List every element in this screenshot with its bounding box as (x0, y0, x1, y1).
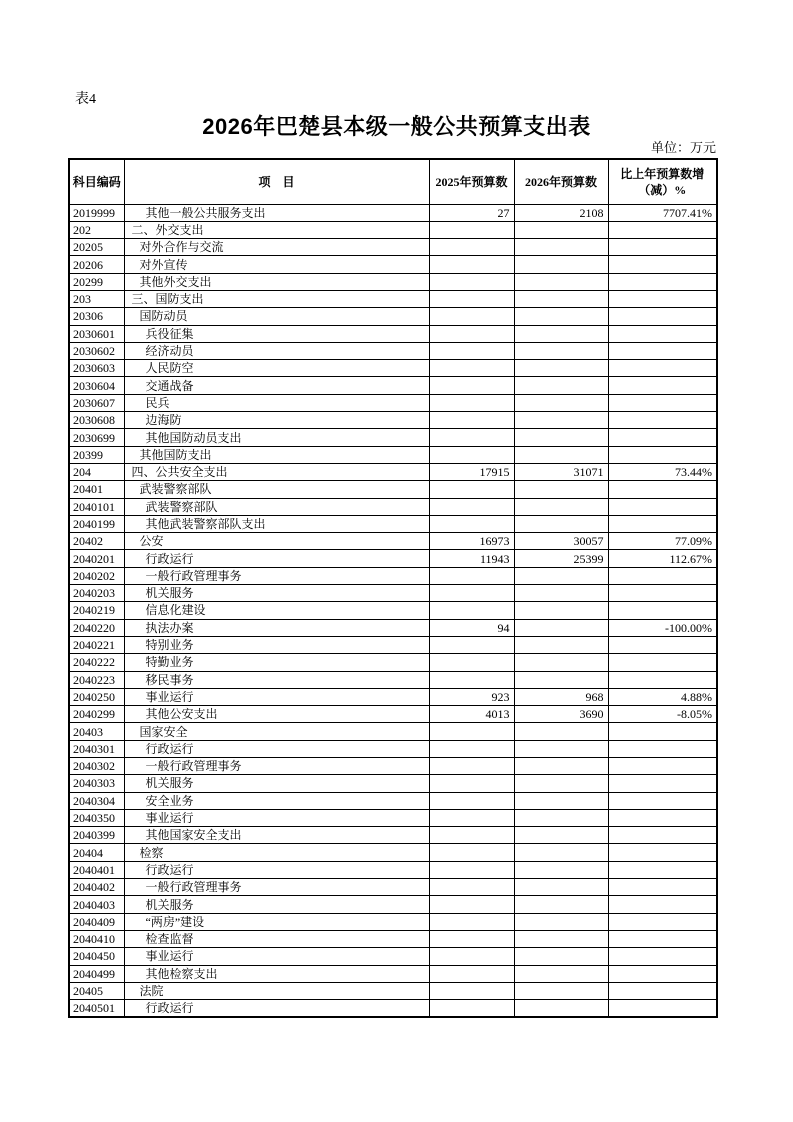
table-row (69, 792, 717, 809)
row-subject-code: 2040399 (69, 827, 124, 844)
row-change-percent (608, 429, 717, 446)
row-budget-2026 (514, 861, 608, 878)
row-subject-code: 2040221 (69, 636, 124, 653)
row-subject-code: 20205 (69, 239, 124, 256)
row-budget-2026 (514, 723, 608, 740)
table-row (69, 706, 717, 723)
row-budget-2025 (429, 671, 514, 688)
row-subject-code: 20306 (69, 308, 124, 325)
row-item-name: 其他国防支出 (124, 446, 429, 463)
row-subject-code: 2040402 (69, 879, 124, 896)
table-row (69, 325, 717, 342)
row-change-percent (608, 844, 717, 861)
row-budget-2026 (514, 1000, 608, 1017)
row-budget-2025 (429, 360, 514, 377)
row-subject-code: 2030699 (69, 429, 124, 446)
table-row (69, 879, 717, 896)
row-budget-2026 (514, 446, 608, 463)
row-change-percent (608, 602, 717, 619)
row-budget-2026 (514, 792, 608, 809)
row-budget-2026 (514, 498, 608, 515)
row-item-name: 行政运行 (124, 861, 429, 878)
row-item-name: 其他武装警察部队支出 (124, 515, 429, 532)
row-item-name: 检察 (124, 844, 429, 861)
table-row (69, 913, 717, 930)
row-budget-2026 (514, 654, 608, 671)
row-budget-2026 (514, 481, 608, 498)
row-subject-code: 2040219 (69, 602, 124, 619)
row-budget-2025: 94 (429, 619, 514, 636)
row-change-percent (608, 965, 717, 982)
row-subject-code: 2030603 (69, 360, 124, 377)
row-budget-2026: 3690 (514, 706, 608, 723)
table-row (69, 342, 717, 359)
row-item-name: 其他外交支出 (124, 273, 429, 290)
table-row (69, 377, 717, 394)
col-header-subject-code: 科目编码 (69, 159, 124, 204)
row-budget-2026 (514, 948, 608, 965)
row-item-name: 机关服务 (124, 585, 429, 602)
table-row (69, 775, 717, 792)
row-subject-code: 2040304 (69, 792, 124, 809)
row-budget-2025 (429, 290, 514, 307)
row-item-name: 武装警察部队 (124, 498, 429, 515)
budget-expenditure-table (68, 158, 718, 1018)
row-change-percent (608, 792, 717, 809)
row-subject-code: 2040201 (69, 550, 124, 567)
row-subject-code: 2030608 (69, 412, 124, 429)
row-item-name: 武装警察部队 (124, 481, 429, 498)
row-change-percent (608, 982, 717, 999)
row-change-percent: 4.88% (608, 688, 717, 705)
row-change-percent (608, 879, 717, 896)
row-subject-code: 2040499 (69, 965, 124, 982)
row-budget-2025 (429, 809, 514, 826)
row-item-name: 事业运行 (124, 688, 429, 705)
row-item-name: 对外宣传 (124, 256, 429, 273)
row-budget-2026 (514, 394, 608, 411)
row-subject-code: 20402 (69, 533, 124, 550)
row-item-name: 机关服务 (124, 896, 429, 913)
row-subject-code: 203 (69, 290, 124, 307)
row-item-name: 人民防空 (124, 360, 429, 377)
row-change-percent: 77.09% (608, 533, 717, 550)
row-item-name: 兵役征集 (124, 325, 429, 342)
row-budget-2025 (429, 792, 514, 809)
row-subject-code: 2040199 (69, 515, 124, 532)
row-subject-code: 2040350 (69, 809, 124, 826)
row-subject-code: 20299 (69, 273, 124, 290)
row-item-name: 国家安全 (124, 723, 429, 740)
table-row (69, 982, 717, 999)
row-budget-2026: 968 (514, 688, 608, 705)
row-item-name: 公安 (124, 533, 429, 550)
row-change-percent (608, 740, 717, 757)
row-change-percent (608, 256, 717, 273)
row-change-percent (608, 290, 717, 307)
row-item-name: 其他公安支出 (124, 706, 429, 723)
row-budget-2026: 25399 (514, 550, 608, 567)
table-row (69, 809, 717, 826)
row-item-name: 其他一般公共服务支出 (124, 204, 429, 221)
row-budget-2025 (429, 844, 514, 861)
row-item-name: 行政运行 (124, 1000, 429, 1017)
row-budget-2025 (429, 982, 514, 999)
row-subject-code: 204 (69, 463, 124, 480)
table-row (69, 515, 717, 532)
row-budget-2026 (514, 515, 608, 532)
row-item-name: 事业运行 (124, 809, 429, 826)
row-item-name: 执法办案 (124, 619, 429, 636)
row-budget-2025 (429, 913, 514, 930)
row-item-name: 一般行政管理事务 (124, 567, 429, 584)
row-subject-code: 2019999 (69, 204, 124, 221)
row-subject-code: 2030602 (69, 342, 124, 359)
row-budget-2026 (514, 567, 608, 584)
row-subject-code: 2040303 (69, 775, 124, 792)
row-change-percent (608, 654, 717, 671)
row-item-name: “两房”建设 (124, 913, 429, 930)
row-budget-2025 (429, 861, 514, 878)
row-item-name: 法院 (124, 982, 429, 999)
row-budget-2026 (514, 273, 608, 290)
row-budget-2026 (514, 740, 608, 757)
row-subject-code: 20399 (69, 446, 124, 463)
table-row (69, 221, 717, 238)
row-subject-code: 20404 (69, 844, 124, 861)
row-item-name: 一般行政管理事务 (124, 758, 429, 775)
row-budget-2025 (429, 342, 514, 359)
row-budget-2026 (514, 360, 608, 377)
row-change-percent (608, 723, 717, 740)
row-item-name: 国防动员 (124, 308, 429, 325)
row-item-name: 其他检察支出 (124, 965, 429, 982)
row-subject-code: 2030607 (69, 394, 124, 411)
row-subject-code: 20401 (69, 481, 124, 498)
row-budget-2025 (429, 930, 514, 947)
row-change-percent (608, 394, 717, 411)
row-change-percent (608, 1000, 717, 1017)
table-row (69, 567, 717, 584)
table-row (69, 1000, 717, 1017)
row-budget-2026 (514, 602, 608, 619)
row-budget-2025 (429, 654, 514, 671)
row-budget-2026 (514, 965, 608, 982)
row-change-percent (608, 498, 717, 515)
table-row (69, 412, 717, 429)
row-budget-2026 (514, 619, 608, 636)
row-budget-2026 (514, 256, 608, 273)
unit-note: 单位：万元 (650, 140, 716, 155)
table-row (69, 827, 717, 844)
row-budget-2026 (514, 342, 608, 359)
row-change-percent (608, 585, 717, 602)
row-change-percent (608, 325, 717, 342)
table-row (69, 654, 717, 671)
row-change-percent (608, 481, 717, 498)
row-subject-code: 2040101 (69, 498, 124, 515)
row-budget-2026 (514, 879, 608, 896)
row-change-percent (608, 758, 717, 775)
table-row (69, 498, 717, 515)
table-row (69, 585, 717, 602)
row-item-name: 检查监督 (124, 930, 429, 947)
row-change-percent (608, 930, 717, 947)
row-subject-code: 2040403 (69, 896, 124, 913)
row-change-percent (608, 775, 717, 792)
row-item-name: 四、公共安全支出 (124, 463, 429, 480)
table-row (69, 308, 717, 325)
row-item-name: 民兵 (124, 394, 429, 411)
row-change-percent (608, 412, 717, 429)
row-change-percent (608, 308, 717, 325)
row-item-name: 行政运行 (124, 740, 429, 757)
row-change-percent (608, 239, 717, 256)
row-budget-2025 (429, 481, 514, 498)
row-subject-code: 202 (69, 221, 124, 238)
row-budget-2025: 17915 (429, 463, 514, 480)
row-budget-2026 (514, 913, 608, 930)
row-change-percent: 73.44% (608, 463, 717, 480)
row-change-percent (608, 377, 717, 394)
row-change-percent: 7707.41% (608, 204, 717, 221)
row-item-name: 行政运行 (124, 550, 429, 567)
row-budget-2026 (514, 671, 608, 688)
row-budget-2026 (514, 982, 608, 999)
row-subject-code: 2040401 (69, 861, 124, 878)
table-row (69, 671, 717, 688)
table-row (69, 861, 717, 878)
row-budget-2026 (514, 844, 608, 861)
row-subject-code: 20403 (69, 723, 124, 740)
row-change-percent (608, 861, 717, 878)
row-budget-2026: 31071 (514, 463, 608, 480)
table-row (69, 360, 717, 377)
row-subject-code: 2040222 (69, 654, 124, 671)
table-row (69, 204, 717, 221)
row-subject-code: 2030604 (69, 377, 124, 394)
row-subject-code: 2040410 (69, 930, 124, 947)
row-change-percent (608, 827, 717, 844)
row-budget-2025 (429, 498, 514, 515)
row-subject-code: 2040501 (69, 1000, 124, 1017)
row-budget-2026 (514, 636, 608, 653)
table-row (69, 636, 717, 653)
row-budget-2026 (514, 429, 608, 446)
row-budget-2025: 11943 (429, 550, 514, 567)
table-row (69, 896, 717, 913)
row-change-percent (608, 567, 717, 584)
row-item-name: 特别业务 (124, 636, 429, 653)
row-change-percent (608, 671, 717, 688)
row-budget-2026: 30057 (514, 533, 608, 550)
table-row (69, 394, 717, 411)
row-subject-code: 2040450 (69, 948, 124, 965)
row-budget-2026 (514, 239, 608, 256)
row-change-percent (608, 221, 717, 238)
row-budget-2025 (429, 827, 514, 844)
row-change-percent (608, 360, 717, 377)
row-item-name: 移民事务 (124, 671, 429, 688)
row-change-percent (608, 446, 717, 463)
row-subject-code: 2040223 (69, 671, 124, 688)
row-budget-2026: 2108 (514, 204, 608, 221)
row-item-name: 其他国家安全支出 (124, 827, 429, 844)
table-row (69, 602, 717, 619)
row-change-percent (608, 913, 717, 930)
row-budget-2026 (514, 775, 608, 792)
row-item-name: 信息化建设 (124, 602, 429, 619)
table-row (69, 758, 717, 775)
table-row (69, 844, 717, 861)
row-budget-2025 (429, 879, 514, 896)
row-change-percent (608, 515, 717, 532)
table-body (69, 204, 717, 1017)
row-change-percent: -100.00% (608, 619, 717, 636)
row-budget-2026 (514, 412, 608, 429)
table-row (69, 740, 717, 757)
row-budget-2025 (429, 567, 514, 584)
row-budget-2026 (514, 930, 608, 947)
col-header-budget-2025: 2025年预算数 (429, 159, 514, 204)
row-budget-2025 (429, 273, 514, 290)
row-change-percent: -8.05% (608, 706, 717, 723)
table-row (69, 239, 717, 256)
row-subject-code: 2040299 (69, 706, 124, 723)
row-item-name: 二、外交支出 (124, 221, 429, 238)
row-budget-2025 (429, 723, 514, 740)
table-row (69, 256, 717, 273)
table-number-label: 表4 (75, 92, 96, 107)
table-row (69, 533, 717, 550)
col-header-change-percent: 比上年预算数增（减）% (608, 159, 717, 204)
row-item-name: 其他国防动员支出 (124, 429, 429, 446)
row-budget-2025 (429, 896, 514, 913)
row-subject-code: 2040409 (69, 913, 124, 930)
row-item-name: 对外合作与交流 (124, 239, 429, 256)
row-subject-code: 20206 (69, 256, 124, 273)
table-row (69, 948, 717, 965)
row-budget-2025 (429, 1000, 514, 1017)
col-header-item: 项 目 (124, 159, 429, 204)
row-budget-2025: 16973 (429, 533, 514, 550)
row-budget-2026 (514, 221, 608, 238)
row-budget-2025 (429, 377, 514, 394)
row-budget-2025 (429, 239, 514, 256)
row-budget-2026 (514, 896, 608, 913)
row-budget-2025: 4013 (429, 706, 514, 723)
row-budget-2025 (429, 412, 514, 429)
row-budget-2025 (429, 948, 514, 965)
row-budget-2025 (429, 429, 514, 446)
row-budget-2025 (429, 740, 514, 757)
row-budget-2025: 27 (429, 204, 514, 221)
row-item-name: 三、国防支出 (124, 290, 429, 307)
row-budget-2025 (429, 602, 514, 619)
row-budget-2026 (514, 308, 608, 325)
row-change-percent (608, 636, 717, 653)
row-item-name: 交通战备 (124, 377, 429, 394)
row-subject-code: 2040301 (69, 740, 124, 757)
row-budget-2025 (429, 394, 514, 411)
row-subject-code: 2040302 (69, 758, 124, 775)
table-row (69, 930, 717, 947)
row-change-percent (608, 273, 717, 290)
row-budget-2025 (429, 221, 514, 238)
row-change-percent: 112.67% (608, 550, 717, 567)
row-item-name: 一般行政管理事务 (124, 879, 429, 896)
table-row (69, 290, 717, 307)
row-budget-2026 (514, 758, 608, 775)
row-budget-2026 (514, 809, 608, 826)
row-item-name: 经济动员 (124, 342, 429, 359)
row-change-percent (608, 948, 717, 965)
row-change-percent (608, 809, 717, 826)
table-row (69, 273, 717, 290)
row-budget-2025 (429, 775, 514, 792)
table-row (69, 550, 717, 567)
table-row (69, 446, 717, 463)
row-budget-2025 (429, 446, 514, 463)
row-subject-code: 2030601 (69, 325, 124, 342)
row-change-percent (608, 896, 717, 913)
table-row (69, 463, 717, 480)
row-budget-2025 (429, 325, 514, 342)
row-budget-2026 (514, 377, 608, 394)
row-budget-2025 (429, 308, 514, 325)
row-subject-code: 2040203 (69, 585, 124, 602)
row-budget-2026 (514, 585, 608, 602)
row-item-name: 事业运行 (124, 948, 429, 965)
row-item-name: 特勤业务 (124, 654, 429, 671)
table-row (69, 688, 717, 705)
row-budget-2026 (514, 290, 608, 307)
row-item-name: 边海防 (124, 412, 429, 429)
row-budget-2025 (429, 965, 514, 982)
row-budget-2026 (514, 827, 608, 844)
row-budget-2025 (429, 585, 514, 602)
document-title: 2026年巴楚县本级一般公共预算支出表 (202, 114, 591, 139)
row-budget-2025 (429, 515, 514, 532)
row-item-name: 机关服务 (124, 775, 429, 792)
row-budget-2025 (429, 636, 514, 653)
table-row (69, 619, 717, 636)
row-budget-2025 (429, 758, 514, 775)
table-row (69, 965, 717, 982)
table-row (69, 723, 717, 740)
header-row (69, 159, 717, 204)
row-subject-code: 2040220 (69, 619, 124, 636)
table-row (69, 481, 717, 498)
col-header-budget-2026: 2026年预算数 (514, 159, 608, 204)
row-subject-code: 2040250 (69, 688, 124, 705)
row-budget-2025 (429, 256, 514, 273)
row-subject-code: 20405 (69, 982, 124, 999)
row-subject-code: 2040202 (69, 567, 124, 584)
row-budget-2025: 923 (429, 688, 514, 705)
row-change-percent (608, 342, 717, 359)
table-row (69, 429, 717, 446)
row-item-name: 安全业务 (124, 792, 429, 809)
row-budget-2026 (514, 325, 608, 342)
